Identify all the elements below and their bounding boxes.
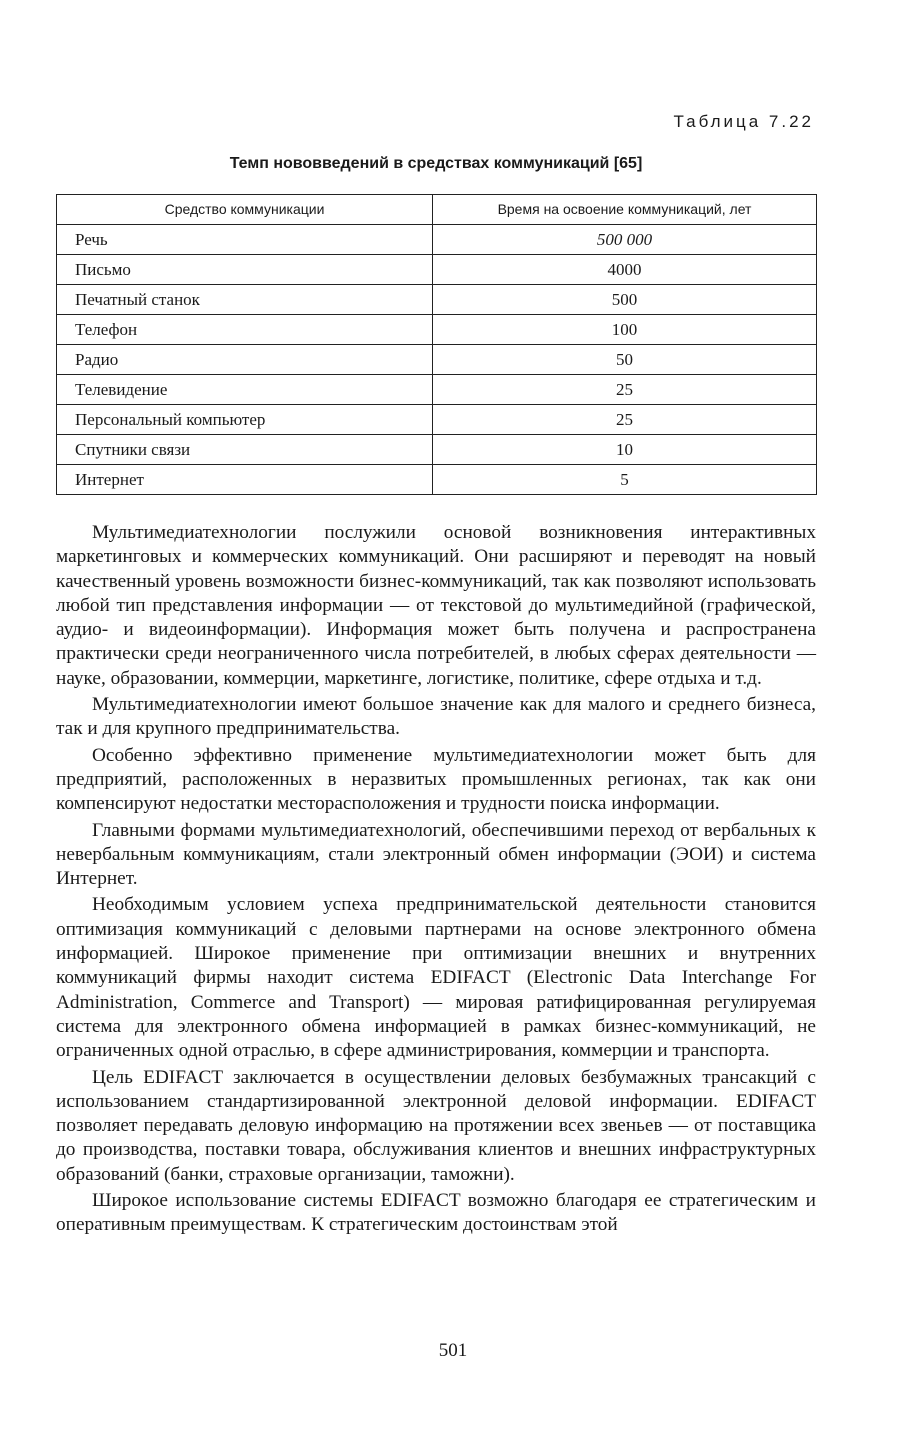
cell-years: 10	[433, 435, 817, 465]
table-row	[57, 315, 817, 345]
cell-years: 25	[433, 405, 817, 435]
cell-medium: Телевидение	[57, 375, 433, 405]
paragraph: Мультимедиатехнологии послужили основой возникновения интерактивных маркетинговых и коммерческих коммуникаций. Они расширяют и переводят на новый качественный уровень возможности бизнес-коммуникаций, так как позволяют использовать любой тип представления информации — от текстовой до мультимедийной (графической, аудио- и видеоинформации). Информация может быть получена и распространена практически среди неограниченного числа потребителей, в любых сферах деятельности — науке, образовании, коммерции, маркетинге, логистике, политике, сфере отдыха и т.д.	[56, 522, 816, 689]
column-header-years: Время на освоение коммуникаций, лет	[433, 195, 817, 225]
cell-years: 50	[433, 345, 817, 375]
paragraph: Особенно эффективно применение мультимедиатехнологии может быть для предприятий, расположенных в неразвитых промышленных регионах, так как они компенсируют недостатки месторасположения и трудности поиска информации.	[56, 744, 816, 815]
table-row	[57, 465, 817, 495]
cell-medium: Речь	[57, 225, 433, 255]
table-caption: Темп нововведений в средствах коммуникаций [65]	[229, 155, 643, 172]
table-row	[57, 255, 817, 285]
table-header-row	[57, 195, 817, 225]
paragraph: Главными формами мультимедиатехнологий, обеспечившими переход от вербальных к невербальным коммуникациям, стали электронный обмен информации (ЭОИ) и система Интернет.	[56, 819, 816, 890]
cell-years: 5	[433, 465, 817, 495]
table-row	[57, 405, 817, 435]
cell-medium: Радио	[57, 345, 433, 375]
column-header-medium: Средство коммуникации	[57, 195, 433, 225]
table-row	[57, 285, 817, 315]
table-row	[57, 225, 817, 255]
table-number-label: Таблица 7.22	[673, 112, 814, 131]
cell-medium: Интернет	[57, 465, 433, 495]
table-row	[57, 375, 817, 405]
communication-innovation-table	[56, 194, 817, 495]
table-row	[57, 345, 817, 375]
cell-medium: Печатный станок	[57, 285, 433, 315]
cell-years: 25	[433, 375, 817, 405]
cell-years: 500	[433, 285, 817, 315]
cell-medium: Телефон	[57, 315, 433, 345]
cell-medium: Спутники связи	[57, 435, 433, 465]
cell-years: 500 000	[433, 225, 817, 255]
cell-medium: Персональный компьютер	[57, 405, 433, 435]
cell-years: 4000	[433, 255, 817, 285]
cell-medium: Письмо	[57, 255, 433, 285]
paragraph: Цель EDIFACT заключается в осуществлении деловых безбумажных трансакций с использованием стандартизированной электронной деловой информации. EDIFACT позволяет передавать деловую информацию на протяжении всех звеньев — от поставщика до производства, поставки товара, обслуживания клиентов и внешних инфраструктурных образований (банки, страховые организации, таможни).	[56, 1066, 816, 1185]
body-text	[56, 521, 816, 1240]
cell-years: 100	[433, 315, 817, 345]
table-row	[57, 435, 817, 465]
paragraph: Мультимедиатехнологии имеют большое значение как для малого и среднего бизнеса, так и для крупного предпринимательства.	[56, 694, 816, 740]
paragraph: Необходимым условием успеха предпринимательской деятельности становится оптимизация коммуникаций с деловыми партнерами на основе электронного обмена информацией. Широкое применение при оптимизации внешних и внутренних коммуникаций фирмы находит система EDIFACT (Electronic Data Interchange For Administration, Commerce and Transport) — мировая ратифицированная регулируемая система для электронного обмена информацией в рамках бизнес-коммуникаций, не ограниченных одной отраслью, в сфере администрирования, коммерции и транспорта.	[56, 894, 816, 1062]
page-number: 501	[438, 1340, 468, 1361]
paragraph: Широкое использование системы EDIFACT возможно благодаря ее стратегическим и оперативным преимуществам. К стратегическим достоинствам этой	[56, 1190, 816, 1236]
